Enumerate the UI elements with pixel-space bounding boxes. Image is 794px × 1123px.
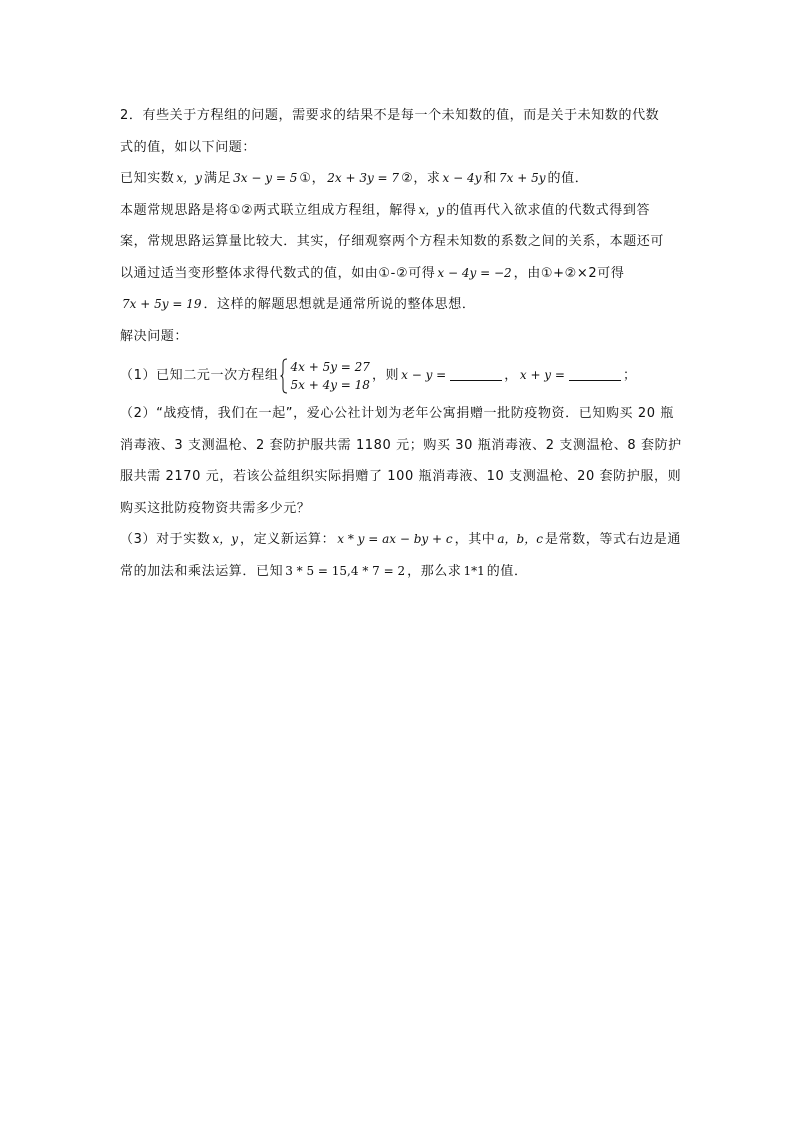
expression-2: 7x + 5y <box>499 171 546 185</box>
question-3-def: ，定义新运算： <box>240 532 336 547</box>
operation-definition: x * y = ax − by + c <box>337 532 453 546</box>
system-equation-1: 4x + 5y = 27 <box>290 359 370 374</box>
question-2-text-4: 购买这批防疫物资共需多少元？ <box>120 500 311 516</box>
solve-heading-line <box>120 321 680 353</box>
question-3-where: ，其中 <box>454 532 496 547</box>
reasoning-line-1 <box>120 195 680 227</box>
question-2-line-4 <box>120 493 680 525</box>
answer-blank-1[interactable] <box>450 366 502 381</box>
question-3-rest: 是常数，等式右边是通 <box>544 532 681 547</box>
ask-prefix: ，求 <box>413 171 441 186</box>
given-satisfy: 满足 <box>203 171 232 186</box>
question-3-text-2a: 常的加法和乘法运算．已知 <box>120 563 284 579</box>
question-2-text-1: （2）“战疫情，我们在一起”，爱心公社计划为老年公寓捐赠一批防疫物资．已知购买 20 瓶 <box>120 406 674 421</box>
reasoning-1b: 的值再代入欲求值的代数式得到答 <box>446 202 651 218</box>
question-1-line <box>120 352 680 398</box>
reasoning-3b: ，由①+②×2可得 <box>513 265 625 281</box>
question-2-line-1 <box>120 398 680 430</box>
intro-line-2 <box>120 132 680 164</box>
and-text: 和 <box>483 171 498 186</box>
reasoning-3-equation: x − 4y = −2 <box>437 265 512 280</box>
given-line <box>120 163 680 195</box>
known-values: 3 * 5 = 15,4 * 7 = 2 <box>285 563 406 578</box>
reasoning-1a: 本题常规思路是将①②两式联立组成方程组，解得 <box>120 202 417 218</box>
question-2-line-2 <box>120 430 680 462</box>
question-2-line-3 <box>120 461 680 493</box>
equation-2: 2x + 3y = 7 <box>327 171 400 185</box>
intro-text-2: 式的值，如以下问题： <box>120 139 257 155</box>
reasoning-4-equation: 7x + 5y = 19 <box>122 297 202 311</box>
comma: ， <box>311 171 326 186</box>
reasoning-2: 案，常规思路运算量比较大．其实，仔细观察两个方程未知数的系数之间的关系，本题还可 <box>120 234 665 249</box>
question-3-constants: a，b，c <box>497 532 543 546</box>
given-vars: x，y <box>176 171 202 185</box>
question-body <box>120 100 680 587</box>
answer-blank-2[interactable] <box>569 366 621 381</box>
left-brace-icon <box>280 358 288 394</box>
ask-suffix: 的值． <box>547 171 589 186</box>
intro-line-1 <box>120 100 680 132</box>
equation-2-mark: ② <box>401 171 414 186</box>
question-3-line-1 <box>120 524 680 556</box>
target-expression: 1*1 <box>463 563 485 578</box>
question-1-sep: ， <box>504 368 518 383</box>
reasoning-3a: 以通过适当变形整体求得代数式的值，如由①-②可得 <box>120 265 436 281</box>
question-3-text-2b: ，那么求 <box>407 563 462 579</box>
given-prefix: 已知实数 <box>120 171 175 186</box>
equation-1-mark: ① <box>299 171 312 186</box>
equation-system <box>280 358 369 394</box>
reasoning-line-2 <box>120 226 680 258</box>
question-3-prefix: （3）对于实数 <box>120 532 211 547</box>
reasoning-line-4 <box>120 289 680 321</box>
expression-1: x − 4y <box>442 171 482 185</box>
system-equation-2: 5x + 4y = 18 <box>290 377 370 392</box>
question-2-text-3: 服共需 2170 元，若该公益组织实际捐赠了 100 瓶消毒液、10 支测温枪、20 套防护服，则 <box>120 469 682 484</box>
question-1-prefix: （1）已知二元一次方程组 <box>120 368 279 383</box>
question-1-end: ； <box>622 368 637 383</box>
intro-text-1: 2．有些关于方程组的问题，需要求的结果不是每一个未知数的值，而是关于未知数的代数 <box>120 108 660 123</box>
reasoning-line-3 <box>120 258 680 290</box>
reasoning-1-vars: x，y <box>418 202 445 217</box>
question-3-vars: x，y <box>212 532 239 546</box>
question-3-text-2c: 的值． <box>486 563 528 579</box>
question-3-line-2 <box>120 556 680 588</box>
reasoning-4b: ．这样的解题思想就是通常所说的整体思想． <box>203 297 476 312</box>
expression-x-minus-y: x − y = <box>401 368 447 382</box>
question-1-then: ，则 <box>371 368 400 383</box>
expression-x-plus-y: x + y = <box>519 368 565 382</box>
equation-1: 3x − y = 5 <box>233 171 298 185</box>
solve-heading: 解决问题： <box>120 328 189 344</box>
question-2-text-2: 消毒液、3 支测温枪、2 套防护服共需 1180 元；购买 30 瓶消毒液、2 支测温枪、8 套防护 <box>120 437 682 453</box>
